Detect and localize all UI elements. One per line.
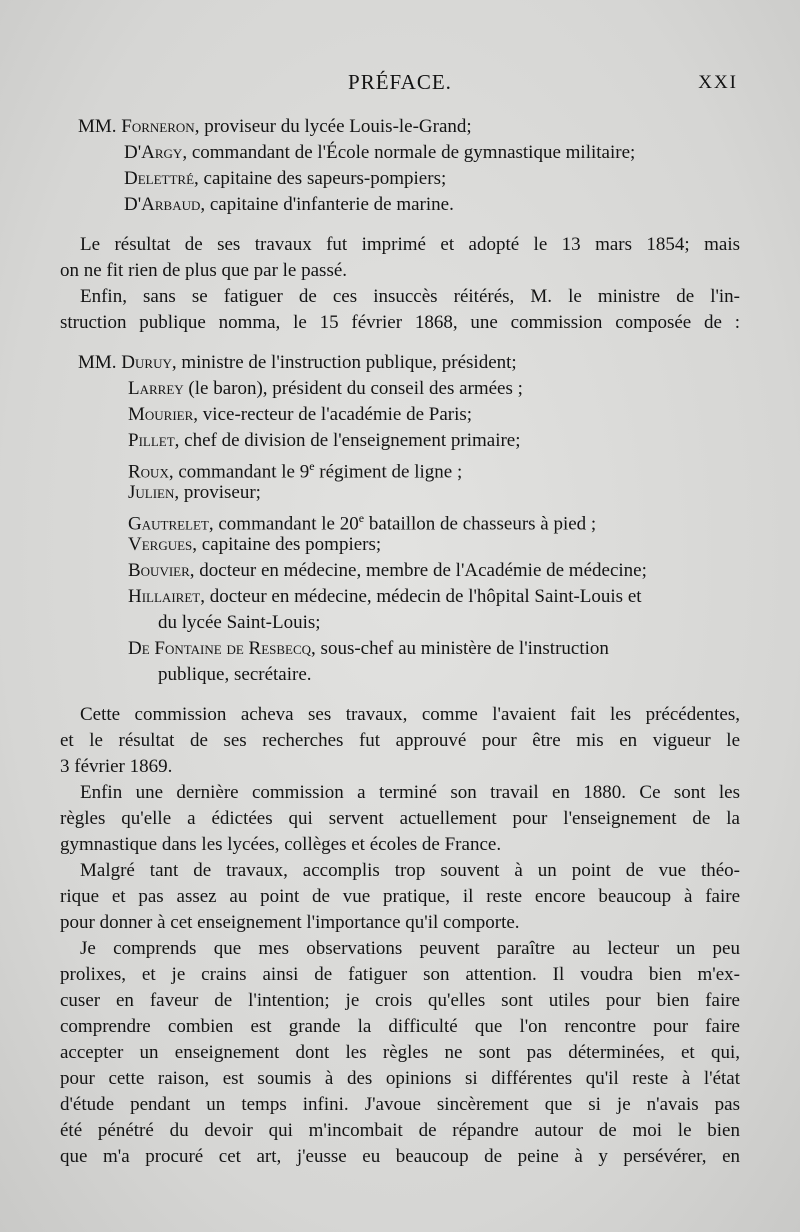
paragraph-line: cuser en faveur de l'intention; je crois qu'elles sont utiles pour bien faire — [60, 990, 740, 1011]
commission2-member-line: Larrey (le baron), président du conseil des armées ; — [128, 378, 523, 399]
paragraph-line: règles qu'elle a édictées qui servent actuellement pour l'enseignement de la — [60, 808, 740, 829]
paragraph-line: comprendre combien est grande la difficulté que l'on rencontre pour faire — [60, 1016, 740, 1037]
paragraph-line: été pénétré du devoir qui m'incombait de répandre autour de moi le bien — [60, 1120, 740, 1141]
paragraph-line: Enfin une dernière commission a terminé son travail en 1880. Ce sont les — [80, 782, 740, 803]
commission2-member-line: MM. Duruy, ministre de l'instruction publique, président; — [78, 352, 517, 373]
paragraph-line: d'étude pendant un temps infini. J'avoue sincèrement que si je n'avais pas — [60, 1094, 740, 1115]
paragraph-line: Je comprends que mes observations peuvent paraître au lecteur un peu — [80, 938, 740, 959]
paragraph-line: struction publique nomma, le 15 février 1868, une commission composée de : — [60, 312, 740, 333]
commission2-member-line: De Fontaine de Resbecq, sous-chef au ministère de l'instruction — [128, 638, 609, 659]
running-header-title: PRÉFACE. — [348, 70, 452, 94]
paragraph-line: rique et pas assez au point de vue pratique, il reste encore beaucoup à faire — [60, 886, 740, 907]
page-number: XXI — [698, 72, 738, 93]
paragraph-line: que m'a procuré cet art, j'eusse eu beaucoup de peine à y persévérer, en — [60, 1146, 740, 1167]
commission2-member-line: Roux, commandant le 9e régiment de ligne ; — [128, 459, 463, 483]
paragraph-line: accepter un enseignement dont les règles ne sont pas déterminées, et qui, — [60, 1042, 740, 1063]
paragraph-line: gymnastique dans les lycées, collèges et écoles de France. — [60, 834, 502, 855]
commission2-member-line: Julien, proviseur; — [128, 482, 261, 503]
paragraph-line: Enfin, sans se fatiguer de ces insuccès réitérés, M. le ministre de l'in- — [80, 286, 740, 307]
paragraph-line: prolixes, et je crains ainsi de fatiguer son attention. Il voudra bien m'ex- — [60, 964, 740, 985]
commission1-member-line-1: MM. Forneron, proviseur du lycée Louis-le-Grand; — [78, 116, 472, 137]
commission2-member-line: Hillairet, docteur en médecine, médecin de l'hôpital Saint-Louis et — [128, 586, 642, 607]
commission1-member-line-3: Delettré, capitaine des sapeurs-pompiers; — [124, 168, 447, 189]
commission1-member-line-4: D'Arbaud, capitaine d'infanterie de marine. — [124, 194, 454, 215]
commission2-member-line: Vergues, capitaine des pompiers; — [128, 534, 382, 555]
paragraph-line: on ne fit rien de plus que par le passé. — [60, 260, 348, 281]
commission1-member-line-2: D'Argy, commandant de l'École normale de gymnastique militaire; — [124, 142, 636, 163]
commission2-member-line: du lycée Saint-Louis; — [158, 612, 321, 633]
paragraph-line: Le résultat de ses travaux fut imprimé et adopté le 13 mars 1854; mais — [80, 234, 740, 255]
commission2-member-line: Gautrelet, commandant le 20e bataillon de chasseurs à pied ; — [128, 511, 597, 535]
paragraph-line: pour donner à cet enseignement l'importance qu'il comporte. — [60, 912, 520, 933]
paragraph-line: Cette commission acheva ses travaux, comme l'avaient fait les précédentes, — [80, 704, 740, 725]
commission2-member-line: publique, secrétaire. — [158, 664, 312, 685]
commission2-member-line: Mourier, vice-recteur de l'académie de Paris; — [128, 404, 473, 425]
paragraph-line: et le résultat de ses recherches fut approuvé pour être mis en vigueur le — [60, 730, 740, 751]
commission2-member-line: Pillet, chef de division de l'enseignement primaire; — [128, 430, 521, 451]
paragraph-line: 3 février 1869. — [60, 756, 173, 777]
commission2-member-line: Bouvier, docteur en médecine, membre de l'Académie de médecine; — [128, 560, 647, 581]
paragraph-line: pour cette raison, est soumis à des opinions si différentes qu'il reste à l'état — [60, 1068, 740, 1089]
paragraph-line: Malgré tant de travaux, accomplis trop souvent à un point de vue théo- — [80, 860, 740, 881]
